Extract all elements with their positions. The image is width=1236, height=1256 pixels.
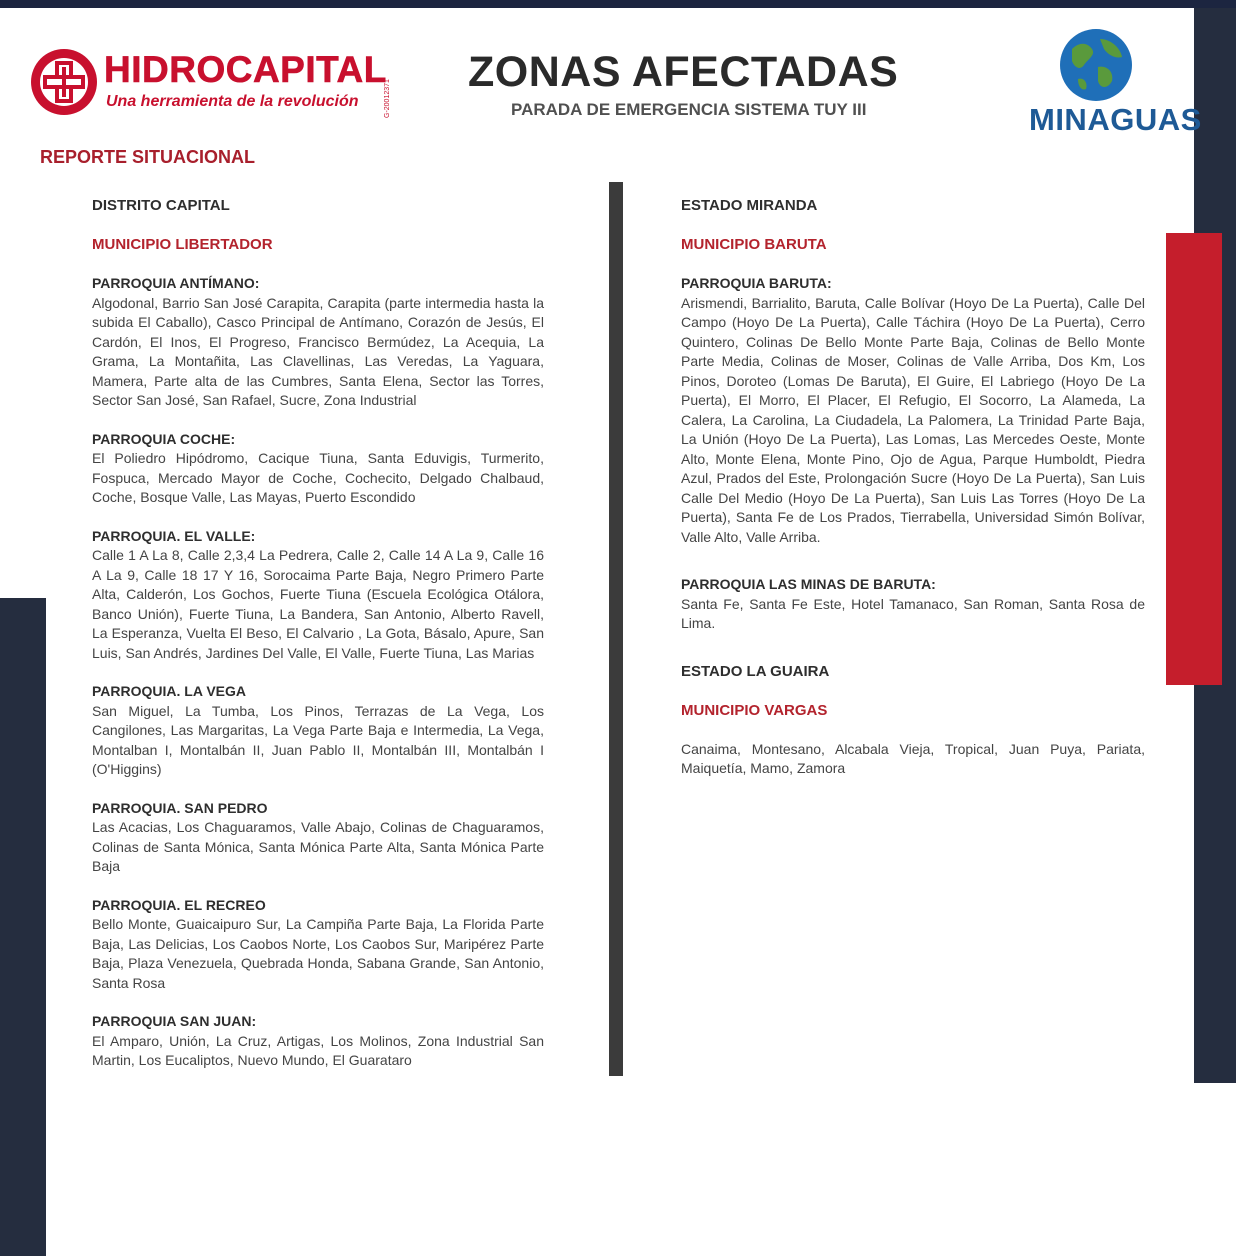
parish-title: PARROQUIA ANTÍMANO: (92, 275, 260, 291)
brand-id: G-20012371 (384, 79, 391, 118)
left-column (92, 196, 544, 1090)
top-band (0, 0, 1236, 8)
parish-title: PARROQUIA COCHE: (92, 430, 236, 447)
column-divider (609, 182, 623, 1076)
page-title: ZONAS AFECTADAS (468, 48, 899, 96)
municipality-title: MUNICIPIO VARGAS (681, 701, 828, 719)
parish-title: PARROQUIA LAS MINAS DE BARUTA: (681, 576, 936, 592)
parish-title: PARROQUIA. SAN PEDRO (92, 799, 268, 816)
state-title: ESTADO MIRANDA (681, 197, 818, 214)
state-title: ESTADO LA GUAIRA (681, 662, 830, 680)
parish-areas: Canaima, Montesano, Alcabala Vieja, Tropical, Juan Puya, Pariata, Maiquetía, Mamo, Zamora (681, 740, 1145, 776)
globe-icon (1058, 27, 1134, 103)
right-red-accent (1166, 233, 1222, 685)
state-title: DISTRITO CAPITAL (92, 197, 230, 214)
brand-name: HIDROCAPITAL (104, 49, 387, 90)
parish-title: PARROQUIA SAN JUAN: (92, 1013, 257, 1029)
parish-areas: Algodonal, Barrio San José Carapita, Carapita (parte intermedia hasta la subida El Caballo), Casco Principal de Antímano, Corazón de Jesús, El Cardón, El Inos, El Progreso, Francisco Bermúdez, La Acequia, La Grama, La Montañita, Las Clavellinas, Las Veredas, La Yaguara, Mamera, Parte alta de las Cumbres, Santa Elena, Sector las Torres, Sector San José, San Rafael, Sucre, Zona Industrial (92, 294, 544, 408)
parish-areas: El Poliedro Hipódromo, Cacique Tiuna, Santa Eduvigis, Turmerito, Fospuca, Mercado Mayor de Coche, Cochecito, Delgado Chalbaud, Coche, Bosque Valle, Las Mayas, Puerto Escondido (92, 450, 544, 505)
report-label: REPORTE SITUACIONAL (40, 147, 256, 167)
right-column (681, 196, 1145, 798)
parish-areas: Las Acacias, Los Chaguaramos, Valle Abajo, Colinas de Chaguaramos, Colinas de Santa Mónica, Santa Mónica Parte Alta, Santa Mónica Parte Baja (92, 819, 544, 874)
left-decor-band (0, 598, 46, 1256)
page-subtitle: PARADA DE EMERGENCIA SISTEMA TUY III (511, 100, 867, 119)
parish-areas: Bello Monte, Guaicaipuro Sur, La Campiña Parte Baja, La Florida Parte Baja, Las Delicias, Los Caobos Norte, Los Caobos Sur, Maripérez Parte Baja, Plaza Venezuela, Quebrada Honda, Sabana Grande, San Antonio, Santa Rosa (92, 916, 544, 991)
parish-areas: Calle 1 A La 8, Calle 2,3,4 La Pedrera, Calle 2, Calle 14 A La 9, Calle 16 A La 9, Calle 18 17 Y 16, Sorocaima Parte Baja, Negro Primero Parte Alta, Calderón, Los Gochos, Fuerte Tiuna (Escuela Ecológica Otálora, Banco Unión), Fuerte Tiuna, La Bandera, San Antonio, Alberto Ravell, La Esperanza, Vuelta El Beso, El Calvario , La Gota, Básalo, Apure, San Luis, San Andrés, Jardines Del Valle, El Valle, Fuerte Tiuna, Las Marias (92, 547, 544, 661)
parish-title: PARROQUIA. EL RECREO (92, 896, 266, 913)
parish-areas: Santa Fe, Santa Fe Este, Hotel Tamanaco, San Roman, Santa Rosa de Lima. (681, 595, 1145, 631)
parish-areas: El Amparo, Unión, La Cruz, Artigas, Los Molinos, Zona Industrial San Martin, Los Eucaliptos, Nuevo Mundo, El Guarataro (92, 1032, 544, 1068)
municipality-title: MUNICIPIO LIBERTADOR (92, 236, 273, 253)
brand-tagline: Una herramienta de la revolución (106, 93, 359, 110)
municipality-title: MUNICIPIO BARUTA (681, 236, 827, 253)
parish-title: PARROQUIA BARUTA: (681, 275, 832, 291)
parish-title: PARROQUIA. LA VEGA (92, 683, 247, 699)
ministry-name: MINAGUAS (1029, 102, 1202, 137)
parish-areas: San Miguel, La Tumba, Los Pinos, Terrazas de La Vega, Los Cangilones, Las Margaritas, La Vega Parte Baja e Intermedia, La Vega, Montalban I, Montalbán II, Juan Pablo II, Montalbán III, Montalbán I (O'Higgins) (92, 702, 544, 777)
parish-areas: Arismendi, Barrialito, Baruta, Calle Bolívar (Hoyo De La Puerta), Calle Del Campo (Hoyo De La Puerta), Calle Táchira (Hoyo De La Puerta), Cerro Quintero, Colinas De Bello Monte Parte Baja, Colinas de Bello Monte Parte Media, Colinas de Moser, Colinas de Valle Arriba, Dos Km, Los Pinos, Doroteo (Lomas De Baruta), El Guire, El Labriego (Hoyo De La Puerta), El Morro, El Placer, El Refugio, El Socorro, La Alameda, La Calera, La Carolina, La Ciudadela, La Palomera, La Trinidad Parte Baja, La Unión (Hoyo De La Puerta), Las Lomas, Las Mercedes Oeste, Monte Alto, Monte Elena, Monte Pino, Ojo de Agua, Parque Humboldt, Piedra Azul, Prados del Este, Prolongación Sucre (Hoyo De La Puerta), San Luis Calle Del Medio (Hoyo De La Puerta), San Luis Las Torres (Hoyo De La Puerta), Santa Fe de Los Prados, Tierrabella, Universidad Simón Bolívar, Valle Alto, Valle Arriba. (681, 294, 1145, 545)
parish-title: PARROQUIA. EL VALLE: (92, 527, 256, 544)
hidrocapital-logo-icon (28, 46, 100, 118)
